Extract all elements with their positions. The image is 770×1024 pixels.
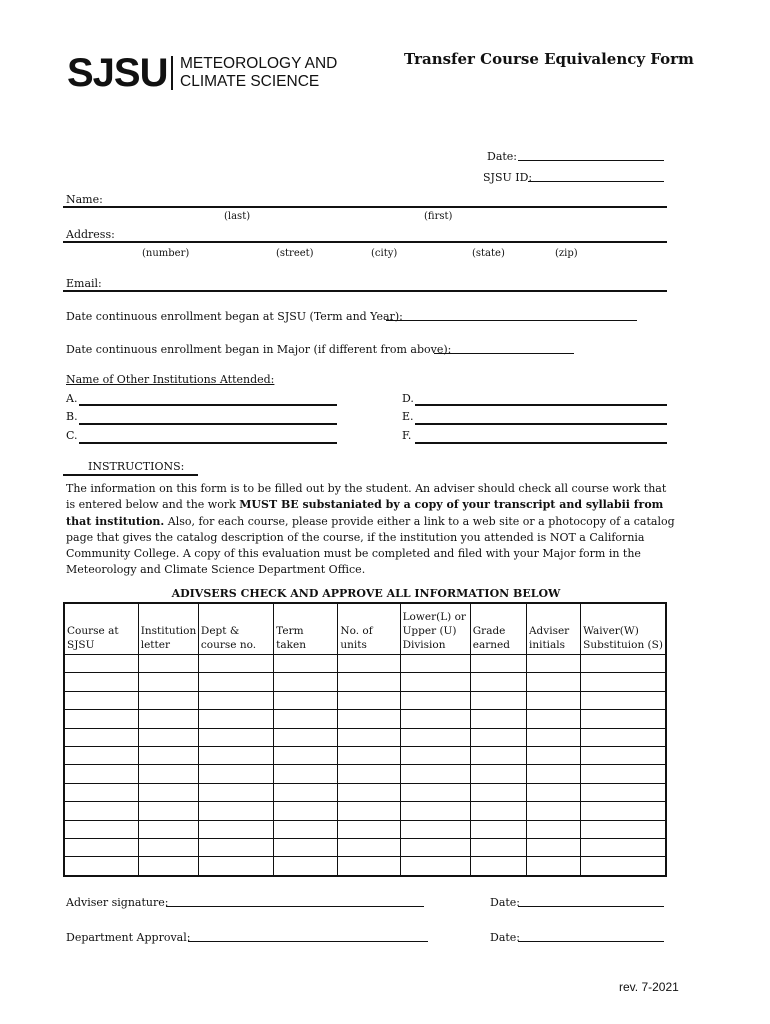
table-cell[interactable]	[400, 710, 470, 728]
institution-a-label: A.	[66, 392, 78, 405]
table-cell[interactable]	[526, 746, 580, 764]
table-cell[interactable]	[64, 655, 138, 673]
col-institution-letter: Institution letter	[138, 603, 198, 655]
table-row	[64, 820, 666, 838]
table-cell[interactable]	[581, 765, 666, 783]
table-cell[interactable]	[400, 765, 470, 783]
table-cell[interactable]	[470, 838, 526, 856]
col-term-taken: Term taken	[274, 603, 338, 655]
table-cell[interactable]	[198, 783, 273, 801]
sjsu-id-field[interactable]	[528, 181, 664, 182]
institution-b-field[interactable]	[79, 423, 337, 425]
table-cell[interactable]	[64, 710, 138, 728]
instructions-text	[66, 481, 676, 579]
table-row	[64, 857, 666, 876]
table-cell[interactable]	[138, 820, 198, 838]
table-cell[interactable]	[470, 765, 526, 783]
department-name	[180, 55, 337, 91]
col-course-at-sjsu: Course at SJSU	[64, 603, 138, 655]
address-number-hint: (number)	[142, 248, 190, 259]
institution-b-label: B.	[66, 410, 78, 423]
table-cell[interactable]	[338, 783, 400, 801]
table-cell[interactable]	[338, 838, 400, 856]
table-cell[interactable]	[338, 857, 400, 876]
instructions-heading: INSTRUCTIONS:	[88, 460, 185, 473]
address-street-hint: (street)	[276, 248, 314, 259]
table-cell[interactable]	[526, 710, 580, 728]
email-label: Email:	[66, 277, 102, 290]
institution-c-field[interactable]	[79, 442, 337, 444]
table-cell[interactable]	[526, 655, 580, 673]
department-approval-field[interactable]	[188, 941, 428, 942]
table-cell[interactable]	[274, 710, 338, 728]
table-cell[interactable]	[274, 783, 338, 801]
table-title: ADIVSERS CHECK AND APPROVE ALL INFORMATION BELOW	[171, 587, 561, 600]
department-line-2: CLIMATE SCIENCE	[180, 73, 320, 90]
table-cell[interactable]	[581, 820, 666, 838]
table-cell[interactable]	[338, 655, 400, 673]
date-field[interactable]	[518, 160, 664, 161]
table-cell[interactable]	[198, 857, 273, 876]
table-cell[interactable]	[581, 655, 666, 673]
address-label: Address:	[66, 228, 115, 241]
table-cell[interactable]	[400, 691, 470, 709]
institution-f-label: F.	[402, 429, 412, 442]
institution-a-field[interactable]	[79, 404, 337, 406]
table-cell[interactable]	[64, 728, 138, 746]
table-cell[interactable]	[274, 673, 338, 691]
table-cell[interactable]	[274, 857, 338, 876]
table-cell[interactable]	[198, 691, 273, 709]
table-header-row	[64, 603, 666, 655]
institution-d-field[interactable]	[415, 404, 667, 406]
institution-e-field[interactable]	[415, 423, 667, 425]
table-cell[interactable]	[274, 655, 338, 673]
table-cell[interactable]	[470, 673, 526, 691]
table-cell[interactable]	[138, 746, 198, 764]
institution-c-label: C.	[66, 429, 78, 442]
table-cell[interactable]	[338, 765, 400, 783]
table-cell[interactable]	[138, 655, 198, 673]
table-cell[interactable]	[526, 820, 580, 838]
table-row	[64, 838, 666, 856]
table-cell[interactable]	[400, 655, 470, 673]
table-cell[interactable]	[470, 728, 526, 746]
table-cell[interactable]	[338, 691, 400, 709]
table-cell[interactable]	[400, 728, 470, 746]
table-cell[interactable]	[470, 691, 526, 709]
table-cell[interactable]	[526, 765, 580, 783]
table-cell[interactable]	[470, 783, 526, 801]
table-cell[interactable]	[338, 673, 400, 691]
table-cell[interactable]	[274, 838, 338, 856]
table-cell[interactable]	[138, 857, 198, 876]
last-name-hint: (last)	[224, 211, 251, 222]
table-cell[interactable]	[138, 838, 198, 856]
table-cell[interactable]	[470, 820, 526, 838]
table-cell[interactable]	[274, 820, 338, 838]
table-cell[interactable]	[138, 728, 198, 746]
address-zip-hint: (zip)	[555, 248, 578, 259]
table-cell[interactable]	[526, 728, 580, 746]
course-table	[63, 602, 667, 877]
table-cell[interactable]	[470, 857, 526, 876]
sjsu-enrollment-field[interactable]	[386, 320, 637, 321]
date-label: Date:	[487, 150, 518, 163]
table-cell[interactable]	[581, 746, 666, 764]
table-cell[interactable]	[138, 710, 198, 728]
table-cell[interactable]	[138, 691, 198, 709]
name-label: Name:	[66, 193, 103, 206]
table-cell[interactable]	[338, 802, 400, 820]
address-city-hint: (city)	[371, 248, 398, 259]
sjsu-enrollment-label: Date continuous enrollment began at SJSU (Term and Year):	[66, 310, 403, 323]
table-cell[interactable]	[64, 802, 138, 820]
table-row	[64, 691, 666, 709]
table-cell[interactable]	[198, 820, 273, 838]
table-cell[interactable]	[400, 802, 470, 820]
table-cell[interactable]	[198, 802, 273, 820]
table-row	[64, 746, 666, 764]
instructions-part-1: The information on this form is to be filled out by the student. An adviser should check all course work that is entered below and the work	[66, 482, 667, 512]
table-cell[interactable]	[400, 783, 470, 801]
table-cell[interactable]	[526, 783, 580, 801]
department-date-label: Date:	[490, 931, 521, 944]
table-cell[interactable]	[581, 673, 666, 691]
adviser-date-label: Date:	[490, 896, 521, 909]
table-cell[interactable]	[581, 838, 666, 856]
col-dept-course-no: Dept & course no.	[198, 603, 273, 655]
email-field[interactable]	[63, 290, 667, 292]
table-cell[interactable]	[400, 838, 470, 856]
address-field[interactable]	[63, 241, 667, 243]
table-cell[interactable]	[400, 673, 470, 691]
table-cell[interactable]	[581, 710, 666, 728]
table-cell[interactable]	[64, 673, 138, 691]
table-row	[64, 728, 666, 746]
table-cell[interactable]	[470, 710, 526, 728]
table-cell[interactable]	[274, 746, 338, 764]
table-cell[interactable]	[338, 710, 400, 728]
table-cell[interactable]	[138, 765, 198, 783]
instructions-divider	[63, 474, 198, 476]
table-cell[interactable]	[581, 728, 666, 746]
table-row	[64, 710, 666, 728]
table-cell[interactable]	[526, 838, 580, 856]
table-cell[interactable]	[198, 838, 273, 856]
table-cell[interactable]	[581, 802, 666, 820]
table-cell[interactable]	[274, 765, 338, 783]
col-waiver-substitution: Waiver(W) Substituion (S)	[581, 603, 666, 655]
adviser-signature-field[interactable]	[166, 906, 424, 907]
table-cell[interactable]	[138, 673, 198, 691]
table-row	[64, 655, 666, 673]
table-cell[interactable]	[274, 728, 338, 746]
table-cell[interactable]	[338, 746, 400, 764]
department-line-1: METEOROLOGY AND	[180, 55, 338, 72]
table-row	[64, 673, 666, 691]
table-cell[interactable]	[581, 783, 666, 801]
first-name-hint: (first)	[424, 211, 453, 222]
table-cell[interactable]	[400, 746, 470, 764]
sjsu-id-label: SJSU ID:	[483, 171, 533, 184]
adviser-date-field[interactable]	[518, 906, 664, 907]
institutions-heading: Name of Other Institutions Attended:	[66, 373, 275, 386]
col-adviser-initials: Adviser initials	[526, 603, 580, 655]
table-cell[interactable]	[64, 857, 138, 876]
revision-label: rev. 7-2021	[619, 980, 679, 994]
table-row	[64, 802, 666, 820]
table-cell[interactable]	[470, 802, 526, 820]
table-cell[interactable]	[338, 728, 400, 746]
table-cell[interactable]	[526, 802, 580, 820]
logo-divider	[171, 56, 173, 90]
table-cell[interactable]	[526, 673, 580, 691]
instructions-part-2: Also, for each course, please provide either a link to a web site or a photocopy of a catalog page that gives the catalog description of the course, if the institution you attended is NOT a California Community College. A copy of this evaluation must be completed and filed with your Major form in the Meteorology and Climate Science Department Office.	[66, 514, 675, 577]
major-enrollment-label: Date continuous enrollment began in Major (if different from above):	[66, 343, 452, 356]
table-cell[interactable]	[400, 820, 470, 838]
table-cell[interactable]	[198, 765, 273, 783]
department-date-field[interactable]	[518, 941, 664, 942]
instructions-bold: MUST BE substaniated by a copy of your transcript and syllabii from that institution.	[66, 498, 664, 528]
table-cell[interactable]	[198, 710, 273, 728]
adviser-signature-label: Adviser signature:	[66, 896, 169, 909]
col-grade-earned: Grade earned	[470, 603, 526, 655]
table-cell[interactable]	[198, 673, 273, 691]
table-cell[interactable]	[470, 655, 526, 673]
table-cell[interactable]	[198, 746, 273, 764]
table-cell[interactable]	[138, 783, 198, 801]
table-cell[interactable]	[526, 691, 580, 709]
institution-f-field[interactable]	[415, 442, 667, 444]
table-cell[interactable]	[64, 783, 138, 801]
table-cell[interactable]	[526, 857, 580, 876]
table-cell[interactable]	[470, 746, 526, 764]
col-division: Lower(L) or Upper (U) Division	[400, 603, 470, 655]
table-cell[interactable]	[581, 857, 666, 876]
table-cell[interactable]	[274, 802, 338, 820]
table-cell[interactable]	[198, 655, 273, 673]
table-cell[interactable]	[64, 746, 138, 764]
department-approval-label: Department Approval:	[66, 931, 191, 944]
address-state-hint: (state)	[472, 248, 505, 259]
table-cell[interactable]	[198, 728, 273, 746]
form-title: Transfer Course Equivalency Form	[404, 50, 694, 68]
sjsu-logo: SJSU	[67, 51, 168, 95]
table-cell[interactable]	[138, 802, 198, 820]
table-cell[interactable]	[64, 838, 138, 856]
table-row	[64, 765, 666, 783]
institution-e-label: E.	[402, 410, 414, 423]
table-row	[64, 783, 666, 801]
table-cell[interactable]	[400, 857, 470, 876]
table-cell[interactable]	[274, 691, 338, 709]
col-no-of-units: No. of units	[338, 603, 400, 655]
table-cell[interactable]	[64, 691, 138, 709]
course-table-body	[64, 655, 666, 876]
table-cell[interactable]	[64, 820, 138, 838]
institution-d-label: D.	[402, 392, 414, 405]
table-cell[interactable]	[64, 765, 138, 783]
major-enrollment-field[interactable]	[434, 353, 574, 354]
name-field[interactable]	[63, 206, 667, 208]
table-cell[interactable]	[338, 820, 400, 838]
table-cell[interactable]	[581, 691, 666, 709]
